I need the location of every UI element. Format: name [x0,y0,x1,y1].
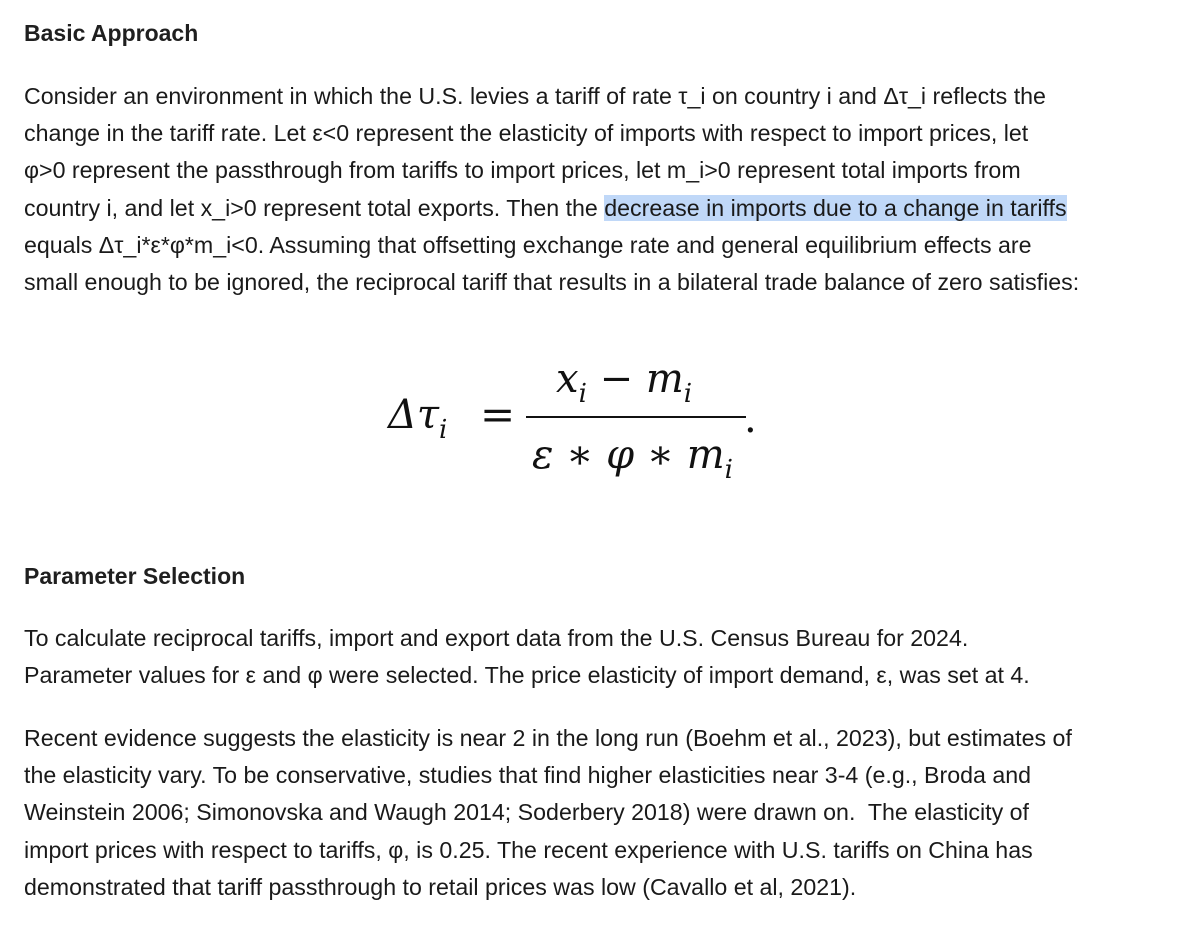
text-line: small enough to be ignored, the reciprocal tariff that results in a bilateral trade balance of zero satisfies: [24,269,1080,296]
text-line: Recent evidence suggests the elasticity is near 2 in the long run (Boehm et al., 2023), but estimates of [24,725,1072,751]
paragraph-basic-approach [24,78,1184,301]
text-line: equals Δτ_i*ε*φ*m_i<0. Assuming that offsetting exchange rate and general equilibrium effects are [24,231,1032,258]
paragraph-parameter-data [24,620,1184,694]
formula-lhs [388,392,447,445]
minus-sign: − [586,356,646,402]
text-line: import prices with respect to tariffs, φ, is 0.25. The recent experience with U.S. tariffs on China has [24,836,1033,863]
text-line: φ>0 represent the passthrough from tariffs to import prices, let m_i>0 represent total imports from [24,157,1021,184]
text-line: Weinstein 2006; Simonovska and Waugh 2014; Soderbery 2018) were drawn on. The elasticity of [24,799,1029,826]
text-line [24,190,1184,227]
highlighted-selection[interactable]: decrease in imports due to a change in tariffs [604,194,1067,221]
text-segment: country i, and let x_i>0 represent total exports. Then the [24,194,605,221]
denominator-terms: ε ∗ φ ∗ m [532,432,725,478]
text-line: Consider an environment in which the U.S. levies a tariff of rate τ_i on country i and Δτ_i reflects the [24,83,1046,109]
subscript-i: i [683,379,693,409]
var-x: x [556,356,579,402]
text-line: the elasticity vary. To be conservative, studies that find higher elasticities near 3-4 (e.g., Broda and [24,762,1032,789]
text-line: change in the tariff rate. Let ε<0 represent the elasticity of imports with respect to import prices, let [24,120,1029,147]
equals-sign: = [480,390,516,439]
formula-denominator [532,432,733,485]
paragraph-elasticity-evidence [24,720,1184,906]
text-line: demonstrated that tariff passthrough to retail prices was low (Cavallo et al, 2021). [24,873,857,900]
delta-tau: Δτ [388,392,440,438]
subscript-i: i [439,415,448,445]
fraction-bar [526,416,746,418]
subscript-i: i [724,455,733,485]
text-line: Parameter values for ε and φ were selected. The price elasticity of import demand, ε, was set at 4. [24,662,1030,689]
heading-parameter-selection: Parameter Selection [24,563,246,589]
heading-basic-approach: Basic Approach [24,20,199,46]
var-m: m [645,356,684,402]
formula-numerator [556,356,692,409]
subscript-i: i [578,379,587,409]
reciprocal-tariff-formula [388,356,768,486]
text-line: To calculate reciprocal tariffs, import and export data from the U.S. Census Bureau for 2024. [24,625,969,651]
formula-period: . [744,396,757,442]
